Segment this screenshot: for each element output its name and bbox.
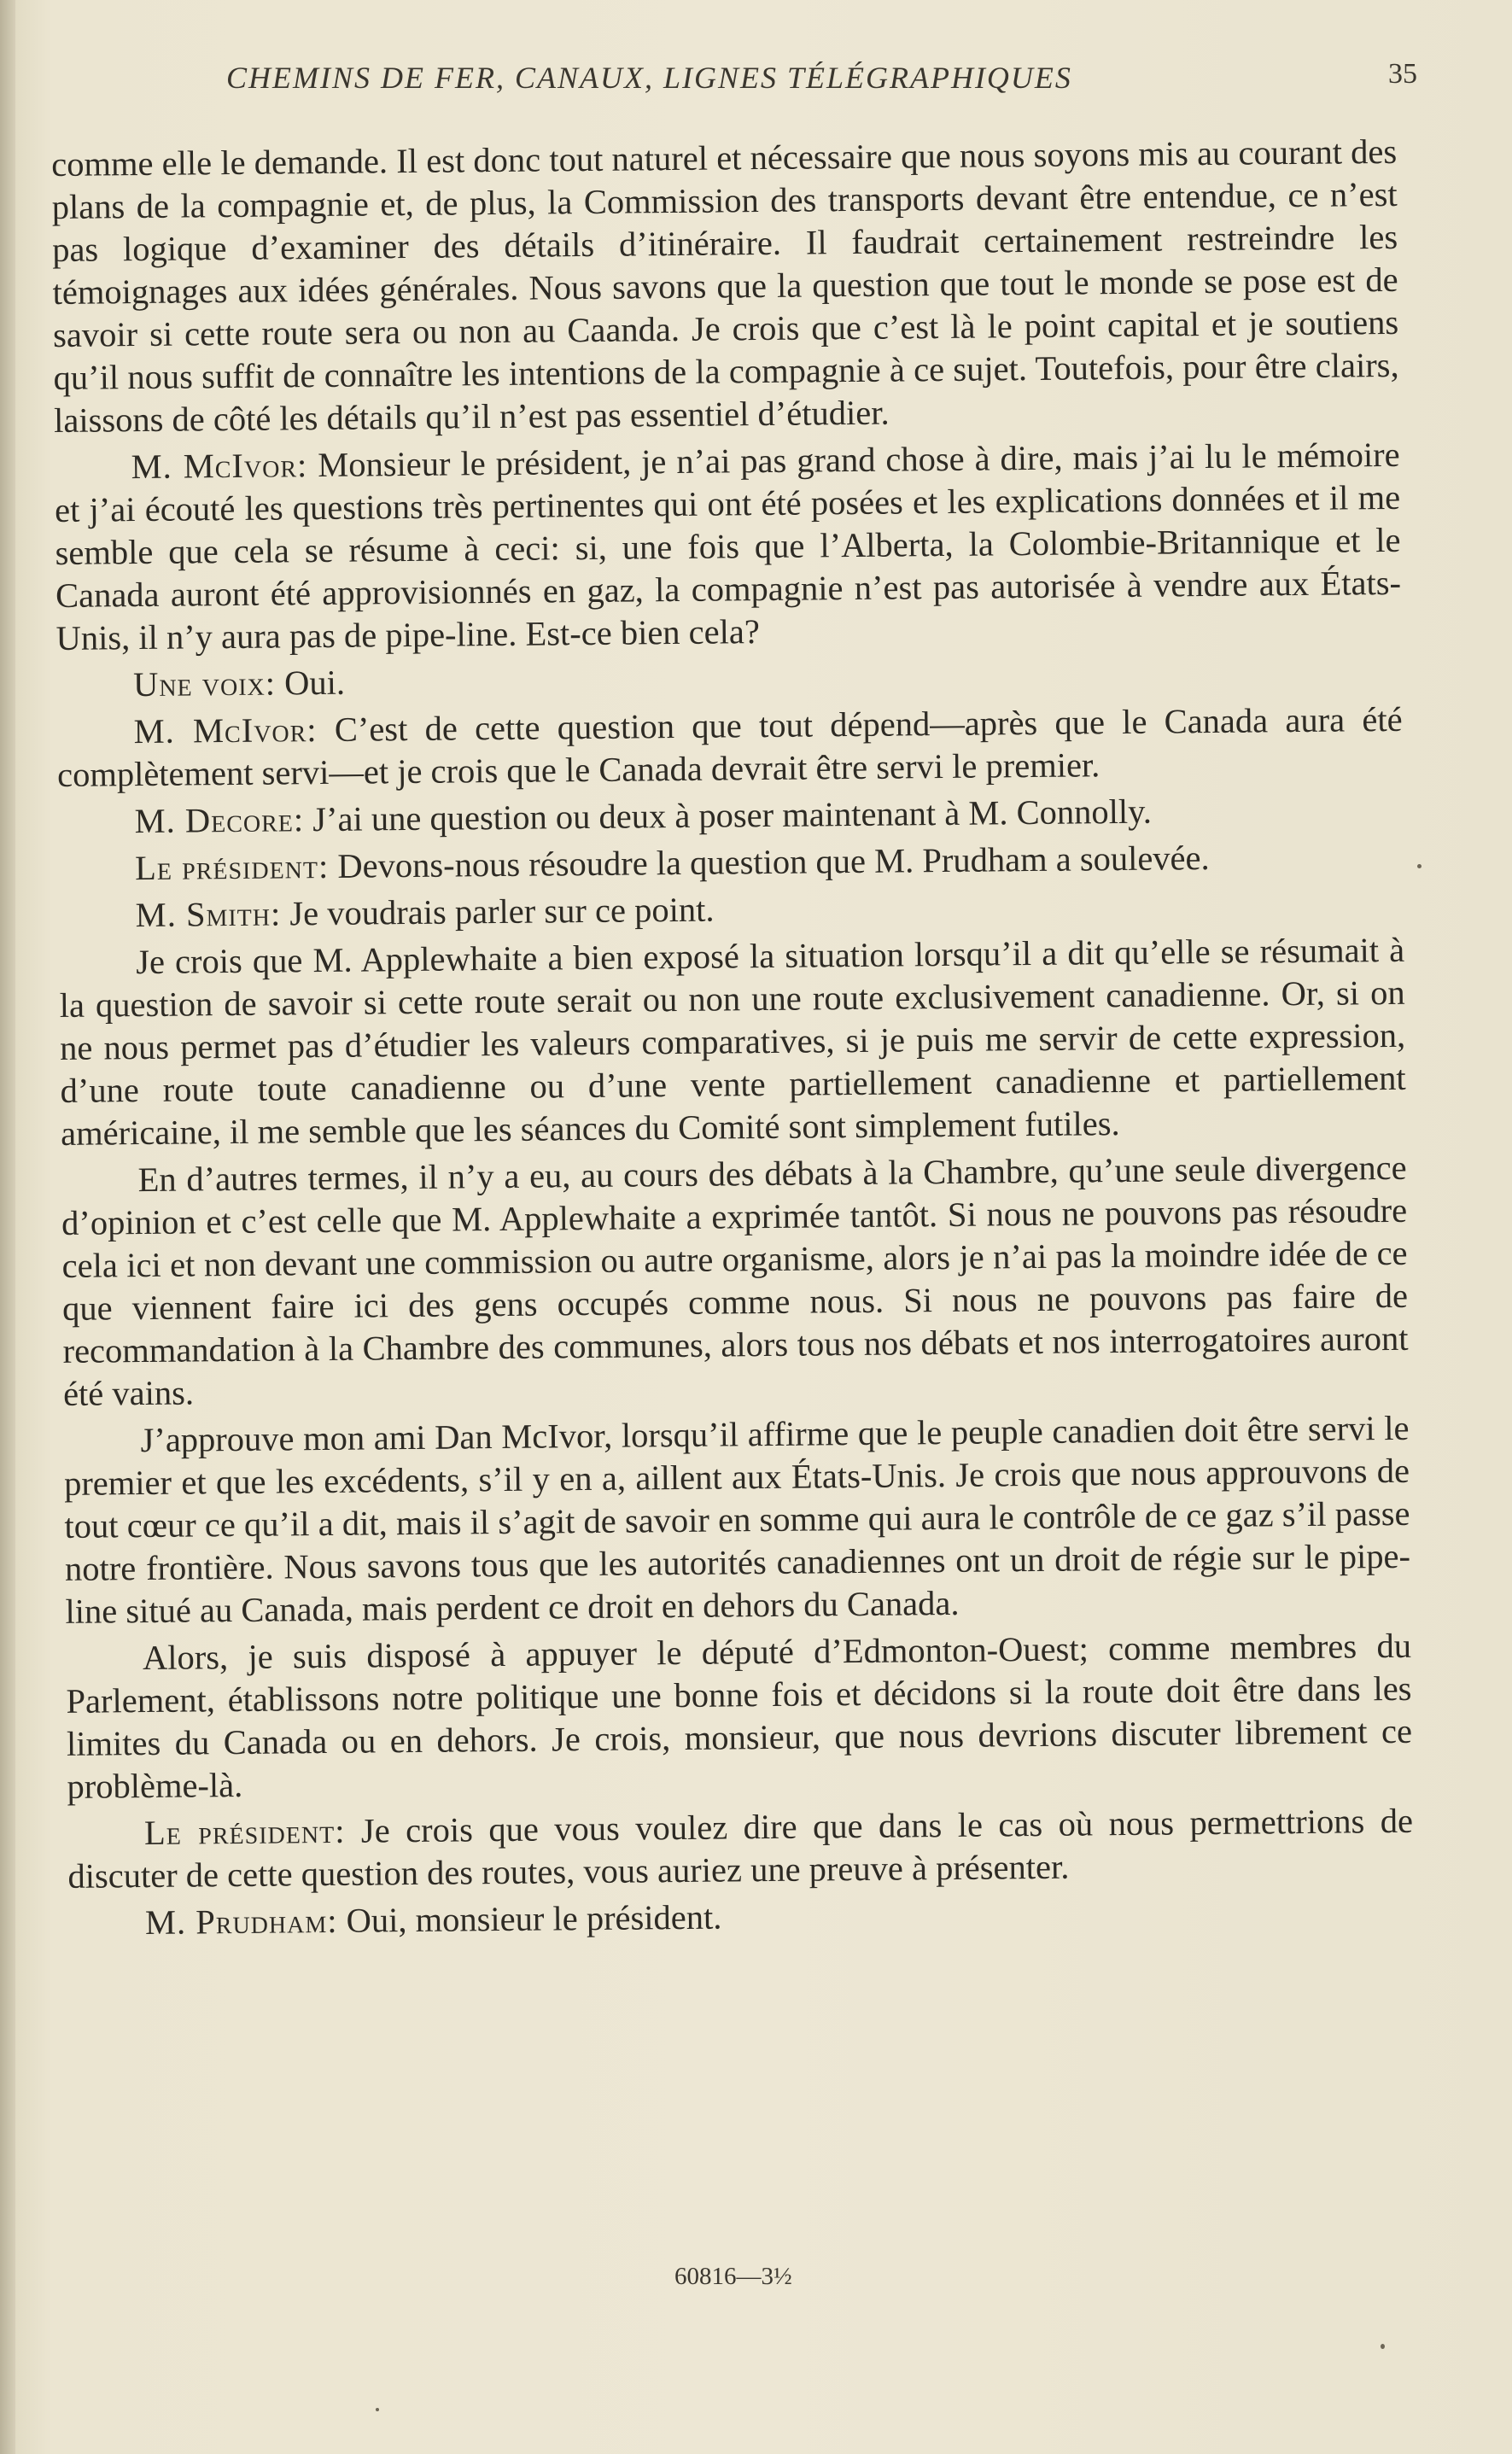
paper-speck <box>1417 864 1422 868</box>
paragraph-text: Je voudrais parler sur ce point. <box>281 890 715 933</box>
paragraph <box>59 929 1406 1155</box>
paragraph-text: J’approuve mon ami Dan McIvor, lorsqu’il affirme que le peuple canadien doit être servi le premier et que les excédents, s’il y en a, aillent aux États-Unis. Je crois que nous approuvons de tout cœur ce qu’il a dit, mais il s’agit de savoir en somme qui aura le contrôle de ce gaz s’il passe notre frontière. Nous savons tous que les autorités canadiennes ont un droit de régie sur le pipe-line situé au Canada, mais perdent ce droit en dehors du Canada. <box>63 1408 1411 1631</box>
paragraph <box>54 434 1401 660</box>
speaker: M. McIvor: <box>133 710 318 751</box>
paper-speck <box>1381 2344 1385 2349</box>
paragraph-text: Oui, monsieur le président. <box>337 1897 722 1940</box>
speaker: M. McIvor: <box>131 446 308 487</box>
page-number: 35 <box>1388 58 1417 90</box>
paragraph <box>51 131 1399 442</box>
speaker: M. Smith: <box>135 894 282 935</box>
speaker: M. Prudham: <box>144 1901 338 1943</box>
paragraph <box>56 698 1403 797</box>
paragraph <box>63 1407 1410 1633</box>
paragraph-text: Alors, je suis disposé à appuyer le député d’Edmonton-Ouest; comme membres du Parlement, établissons notre politique une bonne fois et décidons si la route doit être dans les limites du Canada ou en dehors. Je crois, monsieur, que nous devrions discuter librement ce problème-là. <box>66 1626 1413 1806</box>
paragraph-text: Je crois que vous voulez dire que dans le cas où nous permettrions de discuter de cette question des routes, vous auriez une preuve à présenter. <box>67 1801 1414 1896</box>
speaker: Le président: <box>134 846 330 888</box>
paragraph <box>67 1800 1414 1898</box>
running-head <box>51 53 1417 104</box>
paragraph-text: comme elle le demande. Il est donc tout naturel et nécessaire que nous soyons mis au courant des plans de la compagnie et, de plus, la Commission des transports devant être entendue, ce n’est pas logique d’examiner des détails d’itinéraire. Il faudrait certainement restreindre les témoignages aux idées générales. Nous savons que la question que tout le monde se pose est de savoir si cette route sera ou non au Caanda. Je crois que c’est là le point capital et je soutiens qu’il nous suffit de connaître les intentions de la compagnie à ce sujet. Toutefois, pour être clairs, laissons de côté les détails qu’il n’est pas essentiel d’étudier. <box>51 131 1399 440</box>
paragraph-text: Monsieur le président, je n’ai pas grand chose à dire, mais j’ai lu le mémoire et j’ai écouté les questions très pertinentes qui ont été posées et les explications données et il me semble que cela se résume à ceci: si, une fois que l’Alberta, la Colombie-Britannique et le Canada auront été approvisionnés en gaz, la compagnie n’est pas autorisée à vendre aux États-Unis, il n’y aura pas de pipe-line. Est-ce bien cela? <box>54 435 1402 657</box>
paragraph-text: Devons-nous résoudre la question que M. Prudham a soulevée. <box>329 838 1210 885</box>
paragraph-text: J’ai une question ou deux à poser maintenant à M. Connolly. <box>303 792 1153 839</box>
paragraph <box>58 835 1404 891</box>
paragraph-text: C’est de cette question que tout dépend—après que le Canada aura été complètement servi—et je crois que le Canada devrait être servi le premier. <box>56 699 1403 794</box>
speaker: Le président: <box>143 1811 346 1853</box>
paragraph-text: En d’autres termes, il n’y a eu, au cours des débats à la Chambre, qu’une seule divergence d’opinion et c’est celle que M. Applewhaite a exprimée tantôt. Si nous ne pouvons pas résoudre cela ici et non devant une commission ou autre organisme, alors je n’ai pas la moindre idée de ce que viennent faire ici des gens occupés comme nous. Si nous ne pouvons pas faire de recommandation à la Chambre des communes, alors tous nos débats et nos interrogatoires auront été vains. <box>61 1148 1409 1413</box>
paragraph <box>66 1625 1413 1808</box>
paragraph <box>56 651 1402 707</box>
paragraph-text: Je crois que M. Applewhaite a bien exposé la situation lorsqu’il a dit qu’elle se résumait à la question de savoir si cette route serait ou non une route exclusivement canadienne. Or, si on ne nous permet pas d’étudier les valeurs comparatives, si je puis me servir de cette expression, d’une route toute canadienne ou d’une vente partiellement canadienne et partiellement américaine, il me semble que les séances du Comité sont simplement futiles. <box>59 930 1406 1153</box>
paragraph <box>61 1147 1409 1416</box>
speaker: Une voix: <box>132 663 277 704</box>
paragraph <box>68 1890 1414 1945</box>
running-title: CHEMINS DE FER, CANAUX, LIGNES TÉLÉGRAPHIQUES <box>226 61 1072 95</box>
speaker: M. Decore: <box>134 800 305 841</box>
paragraph <box>57 788 1403 844</box>
paragraph-text: Oui. <box>275 663 346 703</box>
printer-signature: 60816—3½ <box>674 2263 792 2290</box>
paper-speck <box>376 2408 379 2411</box>
paragraph <box>58 882 1404 938</box>
body-text <box>51 131 1414 1949</box>
binding-edge <box>0 0 15 2454</box>
